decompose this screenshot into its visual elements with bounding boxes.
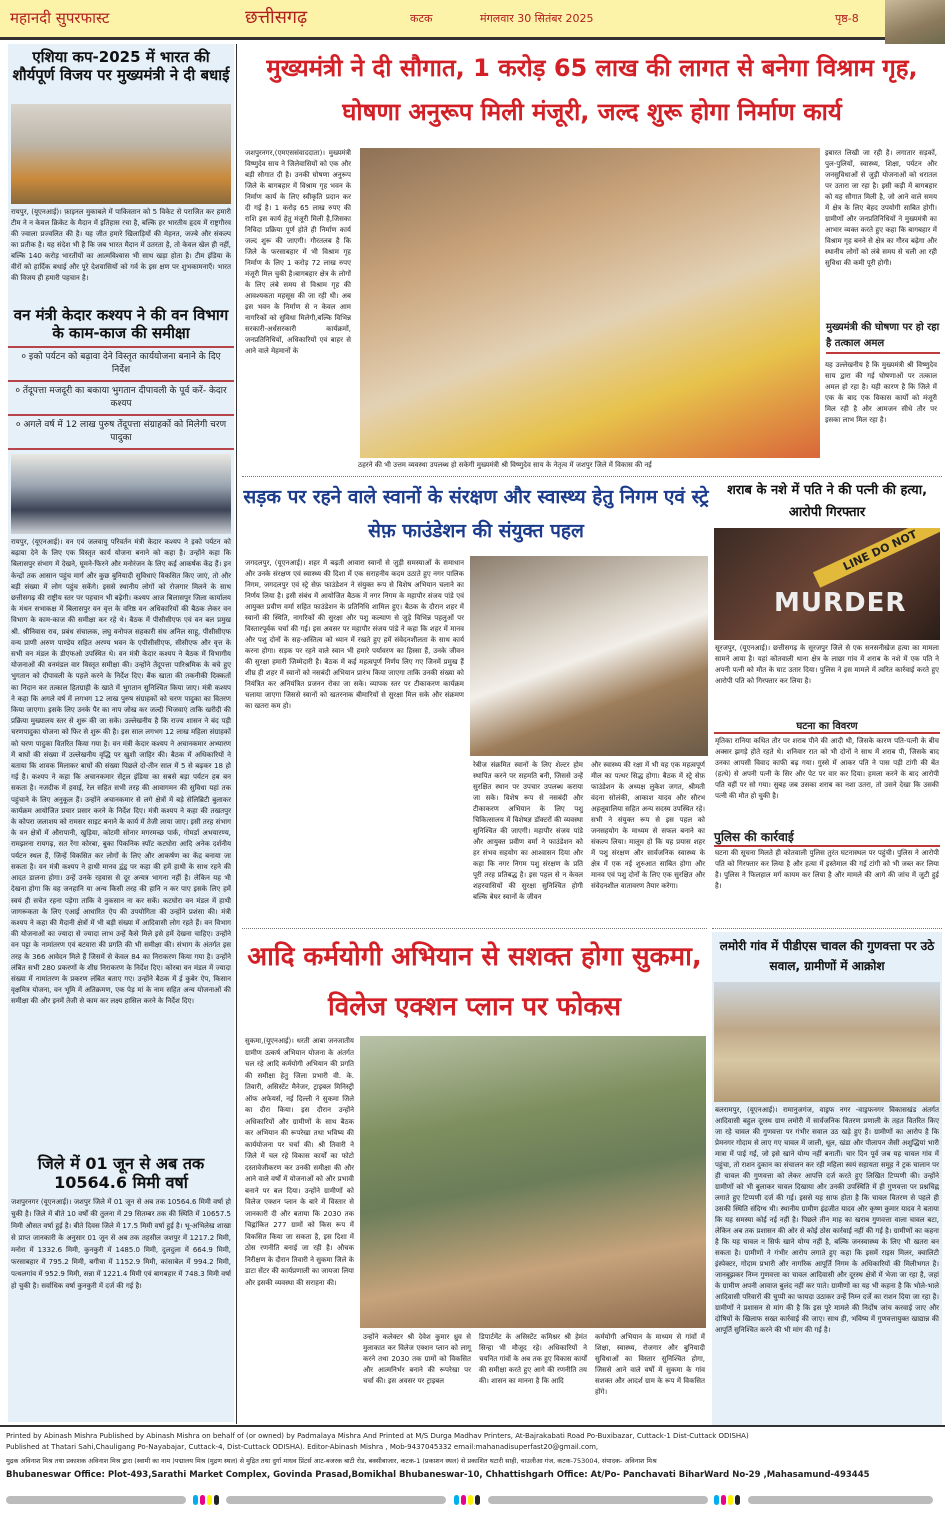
gray-bar (488, 1496, 708, 1504)
black-mark (735, 1495, 740, 1505)
meeting-photo (11, 454, 231, 534)
sukma-column-2: उन्होंने कलेक्टर श्री देवेश कुमार ध्रुव से मुलाकात कर विलेज एक्शन प्लान को लागू करने तथा 2030 तक ग्रामों को विकसित और आत्मनिर्भर बनाने की रूपरेखा पर चर्चा की। इस अवसर पर ट्राइबल (363, 1333, 471, 1385)
police-tape: LINE DO NOT (813, 528, 940, 588)
imprint-footer (0, 1425, 945, 1519)
sukma-column-1: सुकमा,(यूएनआई)। धरती आबा जनजातीय ग्रामीण उत्कर्ष अभियान योजना के अंतर्गत चल रहे आदि कर्मयोगी अभियान की प्रगति की समीक्षा हेतु जिला प्रभारी वी. के. तिवारी, असिस्टेंट मैनेजर, ट्राइबल मिनिस्ट्री ऑफ अफेयर्स, नई दिल्ली ने सुकमा जिले का दौरा किया। इस दौरान उन्होंने अधिकारियों और ग्रामीणों के साथ बैठक कर अभियान की रूपरेखा तथा भविष्य की कार्ययोजना पर चर्चा की। श्री तिवारी ने जिले में चल रहे विकास कार्यों का फोटो दस्तावेजीकरण कर उनकी समीक्षा की और आने वाले वर्षों में योजनाओं को और प्रभावी बनाने पर बल दिया। उन्होंने ग्रामीणों को विलेज एक्शन प्लान के बारे में विस्तार से जानकारी दी और बताया कि 2030 तक चिह्नांकित 277 ग्रामों को किस रूप में विकसित किया जा सकता है, इस दिशा में ठोस रणनीति बनाई जा रही है। औचक निरीक्षण के दौरान तिवारी ने सुकमा जिले के डाटा सेंटर की कार्यप्रणाली का जायजा लिया और इसकी व्यवस्था की सराहना की। (245, 1037, 354, 1287)
yellow-mark (728, 1495, 733, 1505)
cyan-mark (714, 1495, 719, 1505)
black-mark (214, 1495, 219, 1505)
lead-continuation-line: ठहरने की भी उत्तम व्यवस्था उपलब्ध हो सकेगी मुख्यमंत्री श्री विष्णुदेव साय के नेतृत्व में जशपुर जिले में विकास की नई (358, 461, 652, 469)
section-title: छत्तीसगढ़ (245, 7, 308, 28)
lead-subheading: मुख्यमंत्री की घोषणा पर हो रहा है तत्काल अमल (826, 320, 940, 354)
rice-body: बलरामपुर, (यूएनआई)। रामानुजगंज, वाड्रफ नगर -वाड्रफनगर विकासखंड अंतर्गत आदिवासी बहुल दूरस्थ ग्राम लमोरी में सार्वजनिक वितरण प्रणाली के तहत वितरित किए जा रहे चावल की गुणवत्ता पर गंभीर सवाल उठ खड़े हुए हैं। ग्रामीणों का आरोप है कि प्रेमनगर गोदाम से लाए गए चावल में जाली, धूल, खंडा और पीलापन जैसी अशुद्धियां भारी मात्रा में पाई गईं, जो इसे खाने योग्य नहीं बनातीं। चार दिन पूर्व जब यह चावल गांव में पहुंचा, तो राशन दुकान का संचालन कर रही महिला स्वयं सहायता समूह ने ट्रक चालान पर ही चावल की गुणवत्ता को लेकर आपत्ति दर्ज करते हुए लिखित टिप्पणी की। उन्होंने ग्रामीणों को भी बुलाकर चावल दिखाया और उनकी उपस्थिति में ही गुणवत्ता पर प्रश्नचिह्न लगाते हुए टिप्पणी दर्ज की गई। इससे यह साफ होता है कि चावल वितरण से पहले ही उसकी स्थिति संदिग्ध थी। स्थानीय ग्रामीण इंद्रजीत यादव और कृष्ण कुमार यादव ने बताया कि यह समस्या कोई नई नहीं है। पिछले तीन माह का खराब गुणवत्ता वाला चावल बटा, लेकिन अब तक प्रशासन की ओर से कोई ठोस कार्रवाई नहीं की गई है। ग्रामीणों का कहना है कि यह चावल न सिर्फ खाने योग्य नहीं है, बल्कि जनस्वास्थ्य के लिए भी खतरा बन सकता है। ग्रामीणों ने गंभीर आरोप लगाते हुए कहा कि इसमें राइस मिलर, क्वालिटी इंस्पेक्टर, गोदाम प्रभारी और नागरिक आपूर्ति निगम के अधिकारियों की मिलीभगत है। जानबूझकर निम्न गुणवत्ता का चावल आदिवासी और दूरस्थ क्षेत्रों में भेजा जा रहा है, जहां के ग्रामीण अपनी आवाज बुलंद नहीं कर पाते। ग्रामीणों का यह भी कहना है कि भोले-भाले आदिवासी परिवारों की चुप्पी का फायदा उठाकर उन्हें निम्न दर्जे का राशन दिया जा रहा है। ग्रामीणों ने प्रशासन से मांग की है कि इस पूरे मामले की निर्दोष जांच करवाई जाए और दोषियों के खिलाफ सख्त कार्रवाई की जाए। साथ ही, भविष्य में गुणवत्तायुक्त खाद्यान्न की आपूर्ति सुनिश्चित करने की भी मांग की गई है। (715, 1106, 939, 1334)
edition-city: कटक (410, 12, 433, 25)
highlight-bullet: ० इको पर्यटन को बढ़ावा देने विस्तृत कार्ययोजना बनाने के दिए निर्देश (8, 346, 234, 382)
sukma-visit-photo (360, 1036, 706, 1328)
section-divider (242, 928, 707, 929)
registration-marks (6, 1495, 936, 1505)
murder-image-text: MURDER (774, 588, 907, 618)
highlight-bullet: ० तेंदूपत्ता मजदूरी का बकाया भुगतान दीपावली के पूर्व करें- केदार कश्यप (8, 382, 234, 416)
asia-cup-body: रायपुर, (यूएनआई)। फ़ाइनल मुकाबले में पाकिस्तान को 5 विकेट से पराजित कर हमारी टीम ने न केवल क्रिकेट के मैदान में इतिहास रचा है, बल्कि हर भारतीय हृदय में राष्ट्रगौरव की ज्वाला प्रज्वलित की है। यह जीत हमारे खिलाड़ियों की मेहनत, जज्बे और संकल्प का प्रतीक है। यह संदेश भी है कि जब भारत मैदान में उतरता है, तो केवल खेल ही नहीं, बल्कि 140 करोड़ भारतीयों का आत्मविश्वास भी साथ खड़ा होता है। टीम इंडिया के वीरों को हार्दिक बधाई और पूरे देशवासियों को गर्व के इस क्षण पर शुभकामनाएँ। भारत की विजय ही हमारी पहचान है। (11, 208, 231, 282)
sukma-headline: आदि कर्मयोगी अभियान से सशक्त होगा सुकमा, विलेज एक्शन प्लान पर फोकस (247, 942, 702, 1022)
issue-date: मंगलवार 30 सितंबर 2025 (480, 12, 594, 25)
cyan-mark (193, 1495, 198, 1505)
sukma-column-4: कर्मयोगी अभियान के माध्यम से गांवों में शिक्षा, स्वास्थ्य, रोजगार और बुनियादी सुविधाओं का विस्तार सुनिश्चित होगा, जिससे आने वाले वर्षों में सुकमा के गांव सशक्त और आदर्श ग्राम के रूप में विकसित होंगे। (595, 1333, 705, 1396)
page-number: पृष्ठ-8 (835, 12, 859, 25)
lead-column-1: जशपुरनगर,(एमएससंवाददाता)। मुख्यमंत्री विष्णुदेव साय ने जिलेवासियों को एक और बड़ी सौगात दी है। उनकी घोषणा अनुरूप जिले के बागबहार में विश्राम गृह भवन के निर्माण कार्य के लिए स्वीकृति प्रदान कर दी गई है। 1 करोड़ 65 लाख रुपए की राशि इस कार्य हेतु मंजूरी मिली है,जिसका निविदा प्रक्रिया पूर्ण होते ही निर्माण कार्य जल्द शुरू की जाएगी। गौरतलब है कि जिले के फरसाबहार में भी विश्राम गृह निर्माण के लिए 1 करोड़ 72 लाख रुपए मंजूरी मिल चुकी है।बागबहार क्षेत्र के लोगों के लिए लंबे समय से विश्राम गृह की आवश्यकता महसूस की जा रही थी। अब इस भवन के निर्माण से न केवल आम नागरिकों को सुविधा मिलेगी,बल्कि विभिन्न सरकारी-अर्धसरकारी कार्यक्रमों, जनप्रतिनिधियों, अधिकारियों एवं बाहर से आने वाले मेहमानों के (245, 149, 351, 355)
murder-body-3: घटना की सूचना मिलते ही कोतवाली पुलिस तुरंत घटनास्थल पर पहुंची। पुलिस ने आरोपी पति को गिरफ्तार कर लिया है और हत्या में इस्तेमाल की गई टांगी को भी जब्त कर लिया है। पुलिस ने फिलहाल मर्ग कायम कर लिया है और मामले की आगे की जांच में जुटी हुई है। (715, 849, 939, 890)
black-mark (475, 1495, 480, 1505)
column-divider (236, 44, 237, 1424)
murder-subheading-1: घटना का विवरण (714, 718, 940, 734)
rice-headline: लमोरी गांव में पीडीएस चावल की गुणवत्ता पर उठे सवाल, ग्रामीणों में आक्रोश (719, 939, 935, 973)
temple-image (885, 0, 945, 44)
forest-minister-headline: वन मंत्री केदार कश्यप ने की वन विभाग के काम-काज की समीक्षा (13, 306, 229, 342)
rainfall-body: जशपुरनगर (यूएनआई)। जशपुर जिले में 01 जून से अब तक 10564.6 मिमी वर्षा हो चुकी है। जिले में बीते 10 वर्षों की तुलना में 29 सितम्बर तक की स्थिति में 10657.5 मिमी औसत वर्षा हुई है। बीते दिवस जिले में 17.5 मिमी वर्षा हुई है। भू-अभिलेख शाखा से प्राप्त जानकारी के अनुसार 01 जून से अब तक तहसील जशपुर में 1217.2 मिमी, मनोरा में 1332.6 मिमी, कुनकुरी में 1485.0 मिमी, दुलदुला में 664.9 मिमी, फरसाबहार में 795.2 मिमी, बगीचा में 1152.9 मिमी, कांसाबेल में 994.2 मिमी, पत्थलगांव में 952.9 मिमी, सन्ना में 1221.4 मिमी एवं बागबहार में 748.3 मिमी वर्षा हो चुकी है। सर्वाधिक वर्षा कुनकुरी में दर्ज की गई है। (11, 1198, 231, 1290)
imprint-line-1: Printed by Abinash Mishra Published by Abinash Mishra on behalf of (or owned) by Padmalaya Mishra And Printed at M/S Durga Madhav Printers, At-Bajrakabati Road Po-Buxibazar, Cuttack-1 Dist-Cuttack ODISHA) (6, 1432, 749, 1440)
stray-dogs-column-3: और स्वास्थ्य की रक्षा में भी यह एक महत्वपूर्ण मील का पत्थर सिद्ध होगा। बैठक में स्ट्रे सेफ़ फाउंडेशन के अध्यक्ष लुकेश जगत, श्रीमती वंदना सोलंकी, आकाश यादव और सौरभ अहलूवालिया सहित अन्य सदस्य उपस्थित रहे। सभी ने संयुक्त रूप से इस पहल को जनसहयोग के माध्यम से सफल बनाने का संकल्प लिया। मालूम हो कि यह प्रयास शहर में पशु संरक्षण और सार्वजनिक स्वास्थ्य के क्षेत्र में एक नई शुरुआत साबित होगा और मानव एवं पशु दोनों के लिए एक सुरक्षित और संवेदनशील वातावरण तैयार करेगा। (591, 761, 705, 890)
lead-column-3: इबारत लिखी जा रही है। लगातार सड़कों, पुल-पुलियों, स्वास्थ्य, शिक्षा, पर्यटन और जनसुविधाओं से जुड़ी योजनाओं को धरातल पर उतारा जा रहा है। इसी कड़ी में बागबहार को यह सौगात मिली है, जो आने वाले समय में क्षेत्र के लिए बेहद उपयोगी साबित होगी। ग्रामीणों और जनप्रतिनिधियों ने मुख्यमंत्री का आभार व्यक्त करते हुए कहा कि बागबहार में विश्राम गृह बनने से क्षेत्र का गौरव बढ़ेगा और स्थानीय लोगों को लंबे समय से चली आ रही सुविधा की कमी पूरी होगी। (825, 149, 937, 267)
highlight-bullet: ० अगले वर्ष में 12 लाख पुरुष तेंदूपत्ता संग्राहकों को मिलेगी चरण पादुका (8, 416, 234, 450)
imprint-line-hindi: मुद्रक अविनाश मिश्र तथा प्रकाशक अविनाश मिश्र द्वारा (स्वामी का नाम )पद्मालय मिश्र (मुद्रण स्थल) से मुद्रित तथा दुर्गा माधव प्रिंटर्स आट-बजरक बाटी रोड, बक्सीबाजार, कटक-1 (प्रकाशन स्थल) से प्रकाशित थटारी साही, चाउलीआ गंज, कटक-753004, संपादक- अविनाश मिश्र (6, 1457, 657, 1465)
forest-minister-body: रायपुर, (यूएनआई)। वन एवं जलवायु परिवर्तन मंत्री केदार कश्यप ने इको पर्यटन को बढ़ावा देने के लिए एक विस्तृत कार्य योजना बनाने को कहा है। उन्होंने कहा कि बिलासपुर संभाग में देखने, घूमने-फिरने और मनोरंजन के लिए कई आकर्षक केंद्र हैं। इन केन्द्रों तक आसान पहुंच मार्ग और कुछ बुनियादी सुविधाएं विकसित किए जाएं, तो और बड़ी संख्या में लोग पहुंच सकेंगे। इससे स्थानीय लोगों को रोजगार मिलने के साथ छत्तीसगढ़ की राष्ट्रीय स्तर पर पहचान भी बढ़ेगी। कश्यप आज बिलासपुर जिला कार्यालय के मंथन सभाकक्ष में बिलासपुर वन वृत्त के वरिष्ठ वन अधिकारियों की बैठक लेकर वन विभाग के काम-काज की समीक्षा कर रहे थे। बैठक में पीसीसीएफ एवं वन बल प्रमुख श्री. श्रीनिवास राव, प्रबंध संचालक, लघु वनोपज सहकारी संघ अनिल साहू, पीसीसीएफ वन्य प्राणी अरुण पाण्डेय सहित अरण्य भवन के एपीसीसीएफ, सीसीएफ और वृत्त के सभी वन मंडल के डीएफओ उपस्थित थे। वन मंत्री केदार कश्यप ने बैठक में विभागीय योजनाओं की वनमंडल वार विस्तृत समीक्षा की। उन्होंने तेंदूपत्ता पारिश्रमिक के बचे हुए भुगतान को दीपावली के पहले करने के निर्देश दिए। बैंक खाता की तकनीकी दिक्कतों का निदान कर तत्काल हितग्राही के खाते में भुगतान सुनिश्चित किया जाए। मंत्री कश्यप ने कहा कि अगले वर्ष में लगभग 12 लाख पुरुष संग्राहकों को चरण पादुका का वितरण किया जाएगा। इसके लिए उनके पैर का नाप जोख कर जल्दी भिजवाएं ताकि खरीदी की प्रक्रिया मुख्यालय स्तर से शुरू की जा सके। उल्लेखनीय है कि राज्य शासन ने बंद पड़ी चरणपादुका योजना को फिर से शुरू की है। इस साल लगभग 12 लाख महिला संग्राहकों को चरण पादुका वितरित किया गया है। वन मंत्री केदार कश्यप ने अचानकमार अभ्यारण में बाघों की संख्या में उल्लेखनीय वृद्धि पर खुशी जाहिर की। बैठक में अधिकारियों ने बताया कि शावक मिलाकर बाघों की संख्या पिछले दो-तीन साल में 5 से बढ़कर 18 हो गई है। कश्यप ने कहा कि अचानकमार सेंट्रल इंडिया का सबसे बड़ा पर्यटन हब बन सकता है। नजदीक में हवाई, रेल सहित सभी तरह की आवागमन की सुविधा यहां तक पहुंचाने के लिए अनुकूल हैं। उन्होंने अचानकमार से लगे क्षेत्रों में बड़े सेलिब्रिटी बुलाकर कार्यक्रम आयोजित प्रचार प्रसार करने के निर्देश दिए। मंत्री कश्यप ने कहा की तखतपुर के कोपरा जलाशय को रामसर साइट बनाने के कार्य में तेजी लाया जाए। इसी तरह संभाग के वन क्षेत्रों में औरापानी, खुड़िया, कोटमी सोनार मगरमच्छ पार्क, गोमर्डा अभयारण्य, रामझरना रायगढ़, सत रेंगा कोरबा, बुका पिकनिक स्पॉट कटघोरा आदि अनेक दर्शनीय पर्यटन स्थल हैं, जिन्हें विकसित कर लोगों के लिए और आकर्षण का केंद्र बनाया जा सकता है। वन मंत्री कश्यप ने हाथी मानव द्वंद्व पर कहा की हमें हाथी के साथ रहने की आदत डालना होगा। उन्हें उनके रहवास से दूर अन्यत्र भागना नहीं है। लेकिन यह भी देखना होगा कि वह जनहानि या अन्य किसी तरह की हानि न कर पाए इसके लिए हमें स्वयं ही सचेत रहना पड़ेगा ताकि वे नुकसान ना कर सकें। कटघोरा वन मंडल में हाथी जागरूकता के लिए एआई आधारित ऐप की उपयोगिता की उन्होंने प्रशंसा की। मंत्री कश्यप ने कहा की मैदानी क्षेत्रों में भी बड़ी संख्या में आदिवासी लोग रहते हैं। वन विभाग की योजनाओं का ज्यादा से ज्यादा लाभ उन्हें कैसे मिले इसे हमें देखना चाहिए। उन्होंने वन पट्टा के नामांतरण एवं बटवारा की प्रगति की भी समीक्षा की। संभाग के अंतर्गत इस तरह के 366 आवेदन मिले हैं जिसमें से केवल 84 का निराकरण किया गया है। उन्होंने लंबित सभी 280 प्रकरणों के शीघ्र निराकरण के निर्देश दिए। कोरबा वन मंडल में ज्यादा संख्या में नामांतरण के प्रकरण लंबित बताए गए। उन्होंने बैठक में ई कुबेर ऐप, किसान वृक्षमित्र योजना, वन भूमि में अतिक्रमण, एक पेड़ मां के नाम सहित अन्य योजनाओं की समीक्षा की और इनमें तेजी से काम कर लक्ष्य हासिल करने के निर्देश दिए। (11, 538, 231, 1006)
magenta-mark (721, 1495, 726, 1505)
murder-body-1: सूरजपुर, (यूएनआई)। छत्तीसगढ़ के सूरजपुर जिले से एक सनसनीखेज हत्या का मामला सामने आया है। यहां कोतवाली थाना क्षेत्र के लाछा गांव में शराब के नशे में एक पति ने अपनी पत्नी को मौत के घाट उतार दिया। पुलिस ने इस मामले में त्वरित कार्रवाई करते हुए आरोपी पति को गिरफ्तार कर लिया है। (715, 644, 939, 685)
sukma-column-3: डिपार्टमेंट के असिस्टेंट कमिश्नर श्री हेमंत सिन्हा भी मौजूद रहे। अधिकारियों ने चयनित गांवों के अब तक हुए विकास कार्यों की समीक्षा करते हुए आगे की रणनीति तय की। शासन का मानना है कि आदि (479, 1333, 587, 1385)
murder-body-2: मृतिका रानिया कथित तौर पर शराब पीने की आदी थी, जिसके कारण पति-पत्नी के बीच अक्सर झगड़े होते रहते थे। शनिवार रात को भी दोनों ने साथ में शराब पी, जिसके बाद उनका आपसी विवाद काफी बढ़ गया। गुस्से में आकर पति ने पास पड़ी टांगी की बेंत (हत्थे) से अपनी पत्नी के सिर और पेट पर वार कर दिया। हमला करने के बाद आरोपी पति वहीं पर सो गया। सुबह जब उसका शराब का नशा उतरा, तो उसने देखा कि उसकी पत्नी की मौत हो चुकी है। (715, 737, 939, 800)
gray-bar (226, 1496, 446, 1504)
magenta-mark (200, 1495, 205, 1505)
lead-headline: मुख्यमंत्री ने दी सौगात, 1 करोड़ 65 लाख की लागत से बनेगा विश्राम गृह, घोषणा अनुरूप मिली मंजूरी, जल्द शुरू होगा निर्माण कार्य (266, 54, 918, 126)
murder-subheading-2: पुलिस की कार्रवाई (714, 828, 940, 847)
rainfall-headline: जिले में 01 जून से अब तक 10564.6 मिमी वर्षा (37, 1154, 205, 1193)
cyan-mark (454, 1495, 459, 1505)
chief-minister-speech-photo (360, 148, 820, 458)
imprint-line-2: Published at Thatari Sahi,Chauligang Po-Nayabajar, Cuttack-4, Dist-Cuttack ODISHA). Editor-Abinash Mishra , Mob-9437045332 email:mahanadisuperfast20@gmail.com, (6, 1443, 599, 1451)
section-divider (712, 928, 942, 929)
newspaper-name: महानदी सुपरफास्ट (10, 9, 110, 27)
masthead (0, 0, 945, 40)
yellow-mark (468, 1495, 473, 1505)
yellow-mark (207, 1495, 212, 1505)
gray-bar (6, 1496, 186, 1504)
lead-headline-block (242, 46, 942, 146)
murder-headline: शराब के नशे में पति ने की पत्नी की हत्या, आरोपी गिरफ्तार (726, 483, 928, 520)
section-divider (242, 476, 942, 477)
lead-column-3b: यह उल्लेखनीय है कि मुख्यमंत्री श्री विष्णुदेव साय द्वारा की गई घोषणाओं पर तत्काल अमल हो रहा है। यही कारण है कि जिले में एक के बाद एक विकास कार्यों को मंजूरी मिल रही है और आमजन सीधे तौर पर इसका लाभ मिल रहा है। (825, 361, 937, 424)
office-addresses: Bhubaneswar Office: Plot-493,Sarathi Market Complex, Govinda Prasad,Bomikhal Bhubaneswar-10, Chhattishgarh Office: At/Po- Panchavati BiharWard No-29 ,Mahasamund-493445 (6, 1470, 870, 1480)
gray-bar (748, 1496, 933, 1504)
chief-minister-photo (11, 104, 231, 204)
murder-image (714, 528, 940, 640)
stray-dogs-column-1: जगदलपुर, (यूएनआई)। शहर में बढ़ती आवारा स्वानों से जुड़ी समस्याओं के समाधान और उनके संरक्षण एवं स्वास्थ्य की दिशा में एक सराहनीय कदम उठाते हुए नगर पालिक निगम, जगदलपुर एवं स्ट्रे सेफ़ फाउंडेशन ने संयुक्त रूप से विशेष अभियान चलाने का निर्णय लिया है। इसी संबंध में आयोजित बैठक में नगर निगम के महापौर संजय पांडे एवं आयुक्त प्रवीण वर्मा सहित फाउंडेशन के प्रतिनिधि शामिल हुए। बैठक के दौरान शहर में स्वानों की स्थिति, नागरिकों की सुरक्षा और पशु कल्याण से जुड़े विभिन्न पहलुओं पर विस्तारपूर्वक चर्चा की गई। इस अवसर पर महापौर संजय पांडे ने कहा कि शहर में मानव और पशु दोनों के सह-अस्तित्व को ध्यान में रखते हुए हमें संवेदनशीलता के साथ कार्य करना होगा। सड़क पर रहने वाले स्वान भी हमारे पर्यावरण का हिस्सा हैं, उनके जीवन की सुरक्षा हमारी जिम्मेदारी है। बैठक में कई महत्वपूर्ण निर्णय लिए गए जिनमें प्रमुख हैं शीघ्र ही शहर में स्वानों को नसबंदी अभियान प्रारंभ किया जाएगा ताकि उनकी संख्या को नियंत्रित कर अनियंत्रित प्रजनन रोका जा सके। व्यापक स्तर पर टीकाकरण कार्यक्रम चलाया जाएगा जिससे स्वानों को खतरनाक बीमारियों से सुरक्षा मिल सके और संक्रमण का खतरा कम हो। (245, 559, 464, 710)
rice-story (712, 932, 942, 1426)
asia-cup-headline: एशिया कप-2025 में भारत की शौर्यपूर्ण विजय पर मुख्यमंत्री ने दी बधाई (12, 48, 230, 84)
left-column (8, 44, 234, 1422)
stray-dogs-column-2: रेबीज संक्रमित स्वानों के लिए शेल्टर होम स्थापित करने पर सहमति बनी, जिससे उन्हें सुरक्षित स्थान पर उपचार उपलब्ध कराया जा सके। विशेष रूप से नसबंदी और टीकाकरण अभियान के लिए पशु चिकित्सालय में विशेषज्ञ डॉक्टरों की व्यवस्था सुनिश्चित की जाएगी। महापौर संजय पांडे और आयुक्त प्रवीण वर्मा ने फाउंडेशन को हर संभव सहयोग का आश्वासन दिया और कहा कि नगर निगम पशु संरक्षण के प्रति पूरी तरह प्रतिबद्ध है। इस पहल से न केवल शहरवासियों की सुरक्षा सुनिश्चित होगी बल्कि बेघर स्वानों के जीवन (473, 761, 583, 901)
stray-dogs-headline: सड़क पर रहने वाले स्वानों के संरक्षण और स्वास्थ्य हेतु निगम एवं स्ट्रे सेफ़ फाउंडेशन की संयुक्त पहल (243, 486, 709, 542)
stray-dogs-photo (470, 556, 708, 756)
rice-sacks-photo (714, 982, 940, 1102)
magenta-mark (461, 1495, 466, 1505)
